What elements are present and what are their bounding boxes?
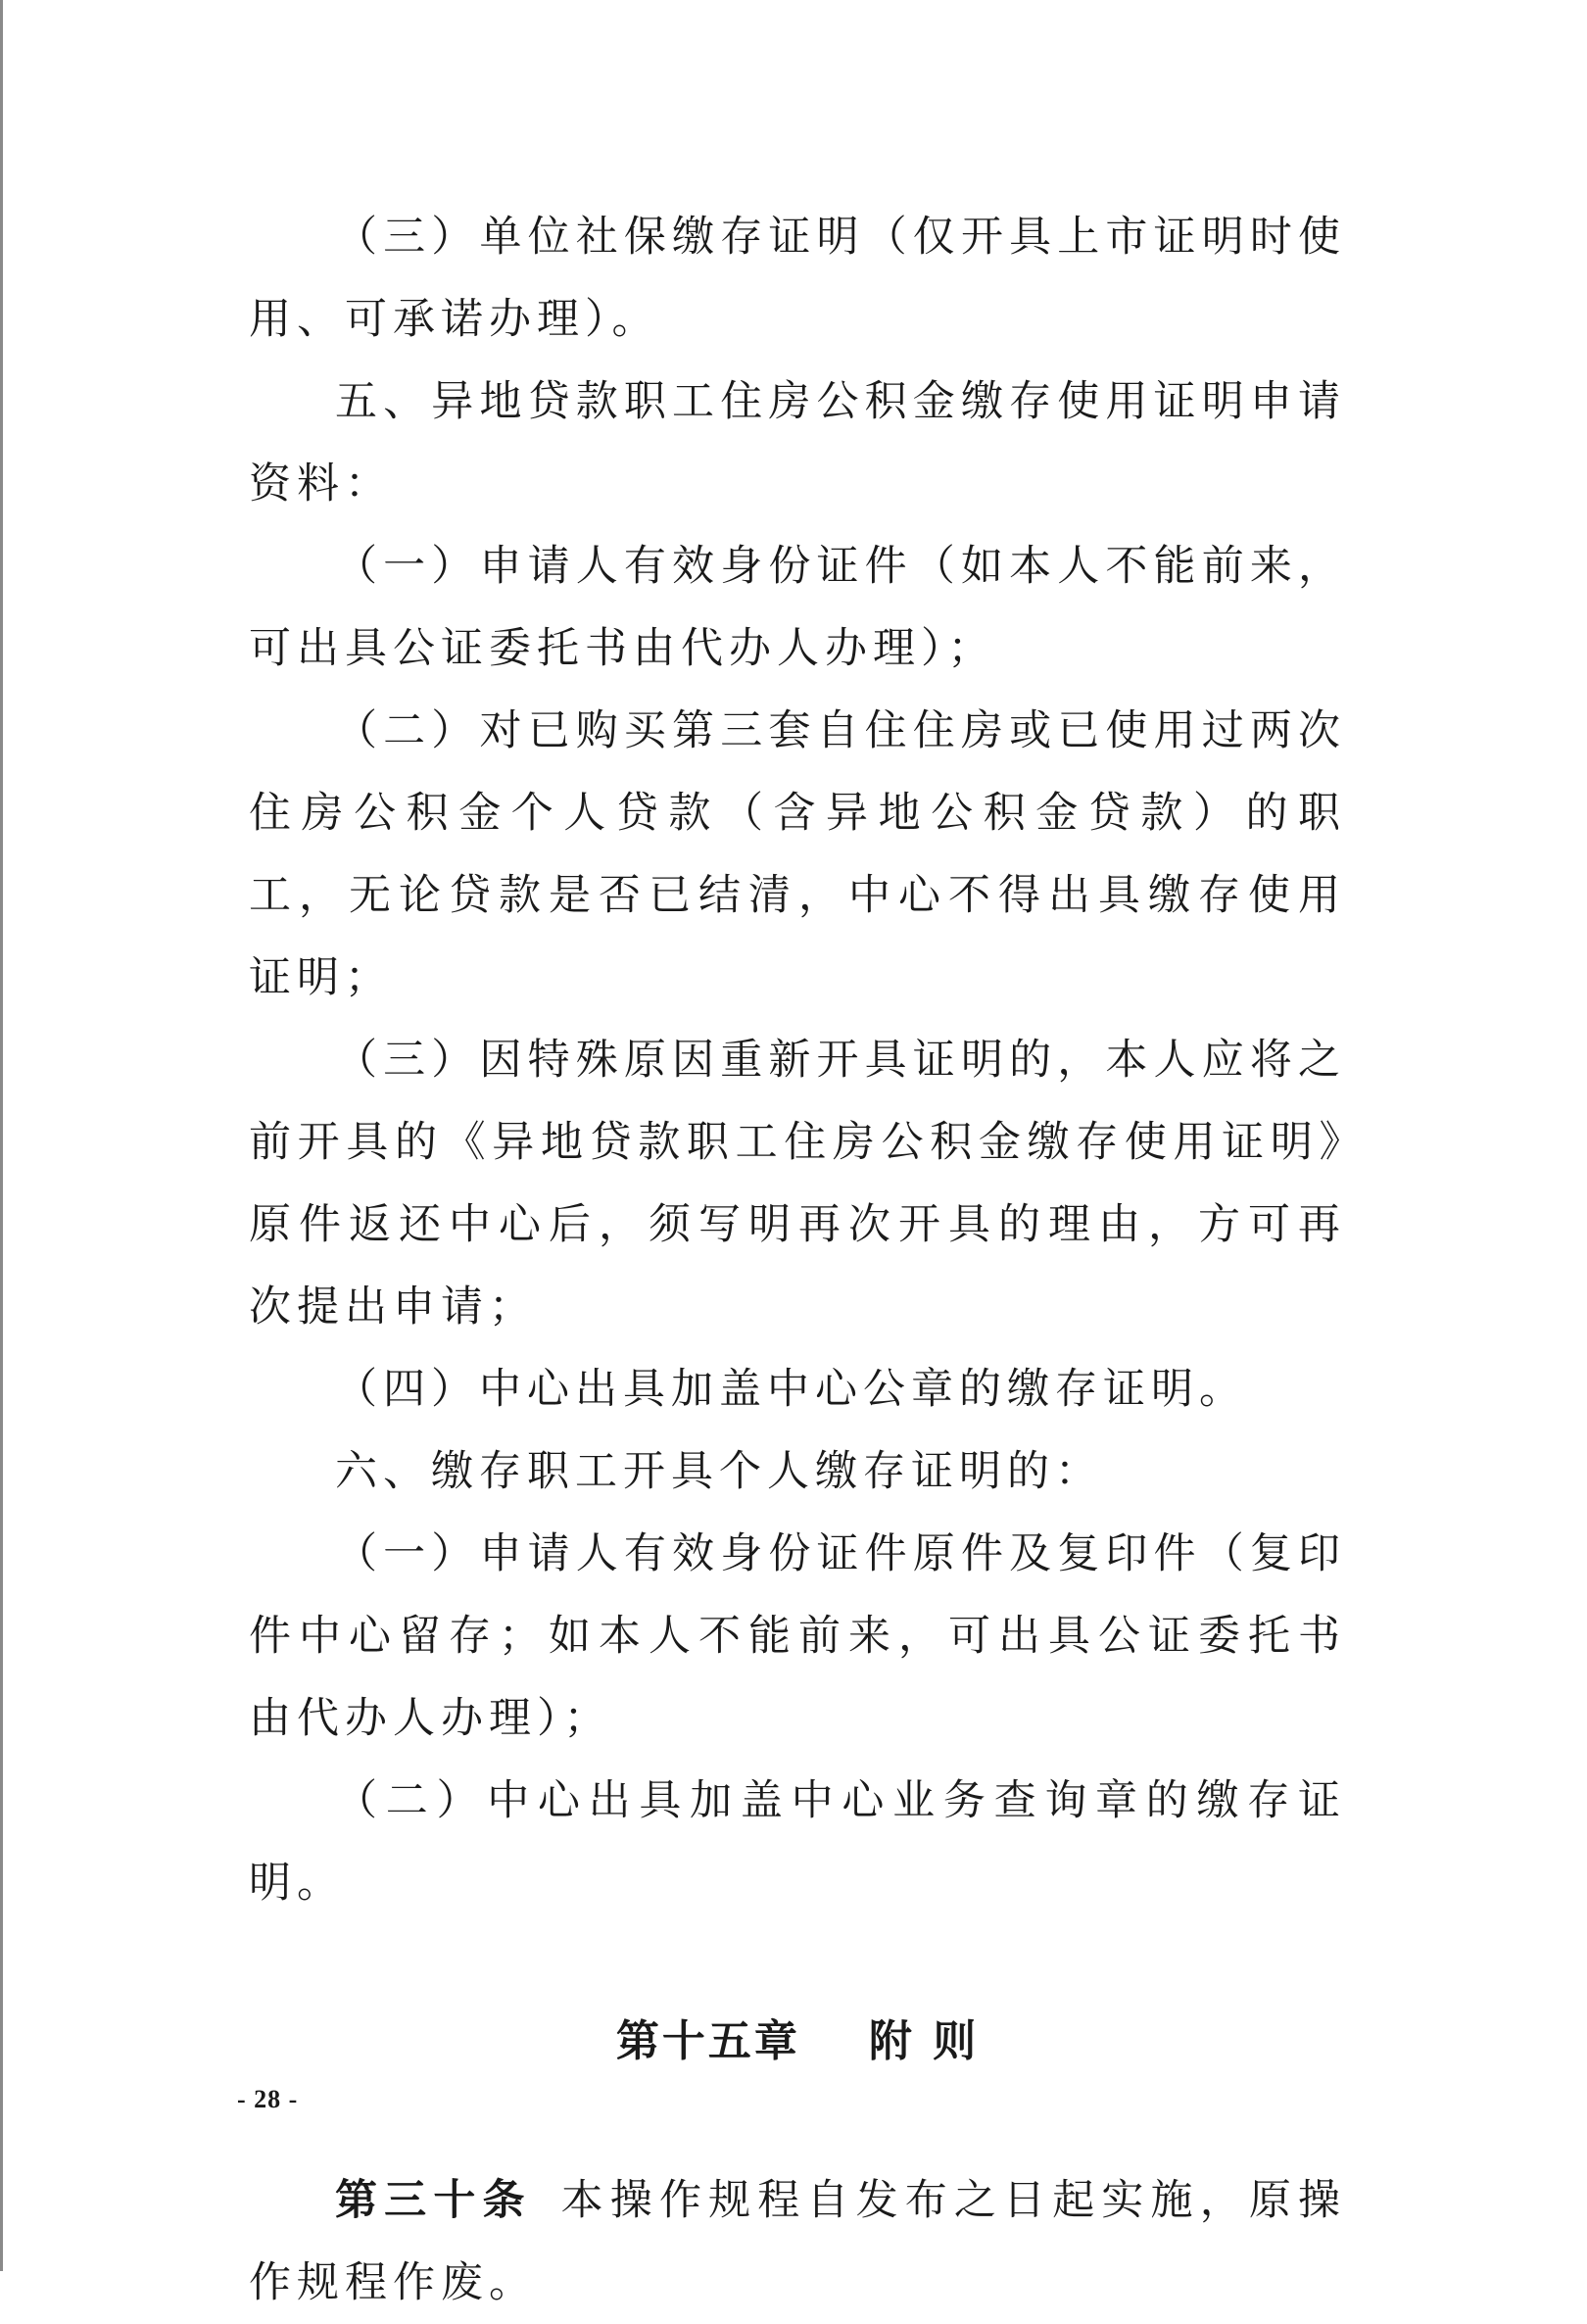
document-body: [249, 196, 1346, 2324]
paragraph-five-item-one: （一）申请人有效身份证件（如本人不能前来，可出具公证委托书由代办人办理）；: [249, 542, 1346, 673]
chapter-heading: [249, 2012, 1346, 2071]
paragraph-six-item-one: （一）申请人有效身份证件原件及复印件（复印件中心留存；如本人不能前来，可出具公证委托书由代办人办理）；: [249, 1529, 1346, 1743]
paragraph-six-item-two: （二）中心出具加盖中心业务查询章的缴存证明。: [249, 1776, 1346, 1908]
chapter-number: 第十五章: [615, 2016, 800, 2066]
paragraph-section-six-heading: 六、缴存职工开具个人缴存证明的：: [335, 1447, 1103, 1496]
paragraph-five-item-two: （二）对已购买第三套自住住房或已使用过两次住房公积金个人贷款（含异地公积金贷款）的职工，无论贷款是否已结清，中心不得出具缴存使用证明；: [249, 706, 1346, 1002]
paragraph-five-item-four: （四）中心出具加盖中心公章的缴存证明。: [335, 1365, 1247, 1414]
page-number: - 28 -: [237, 2085, 299, 2113]
page-scan-edge: [0, 0, 3, 2271]
chapter-title-text: 附 则: [868, 2016, 980, 2066]
article-label: 第三十条: [335, 2176, 532, 2225]
paragraph-five-item-three: （三）因特殊原因重新开具证明的，本人应将之前开具的《异地贷款职工住房公积金缴存使用证明》原件返还中心后，须写明再次开具的理由，方可再次提出申请；: [249, 1036, 1346, 1331]
paragraph-section-five-heading: 五、异地贷款职工住房公积金缴存使用证明申请资料：: [249, 377, 1346, 508]
article-text: 本操作规程自发布之日起实施，原操作规程作废。: [249, 2176, 1347, 2307]
paragraph-social-security-proof: （三）单位社保缴存证明（仅开具上市证明时使用、可承诺办理）。: [249, 213, 1346, 344]
article-thirty: [249, 2159, 1346, 2324]
